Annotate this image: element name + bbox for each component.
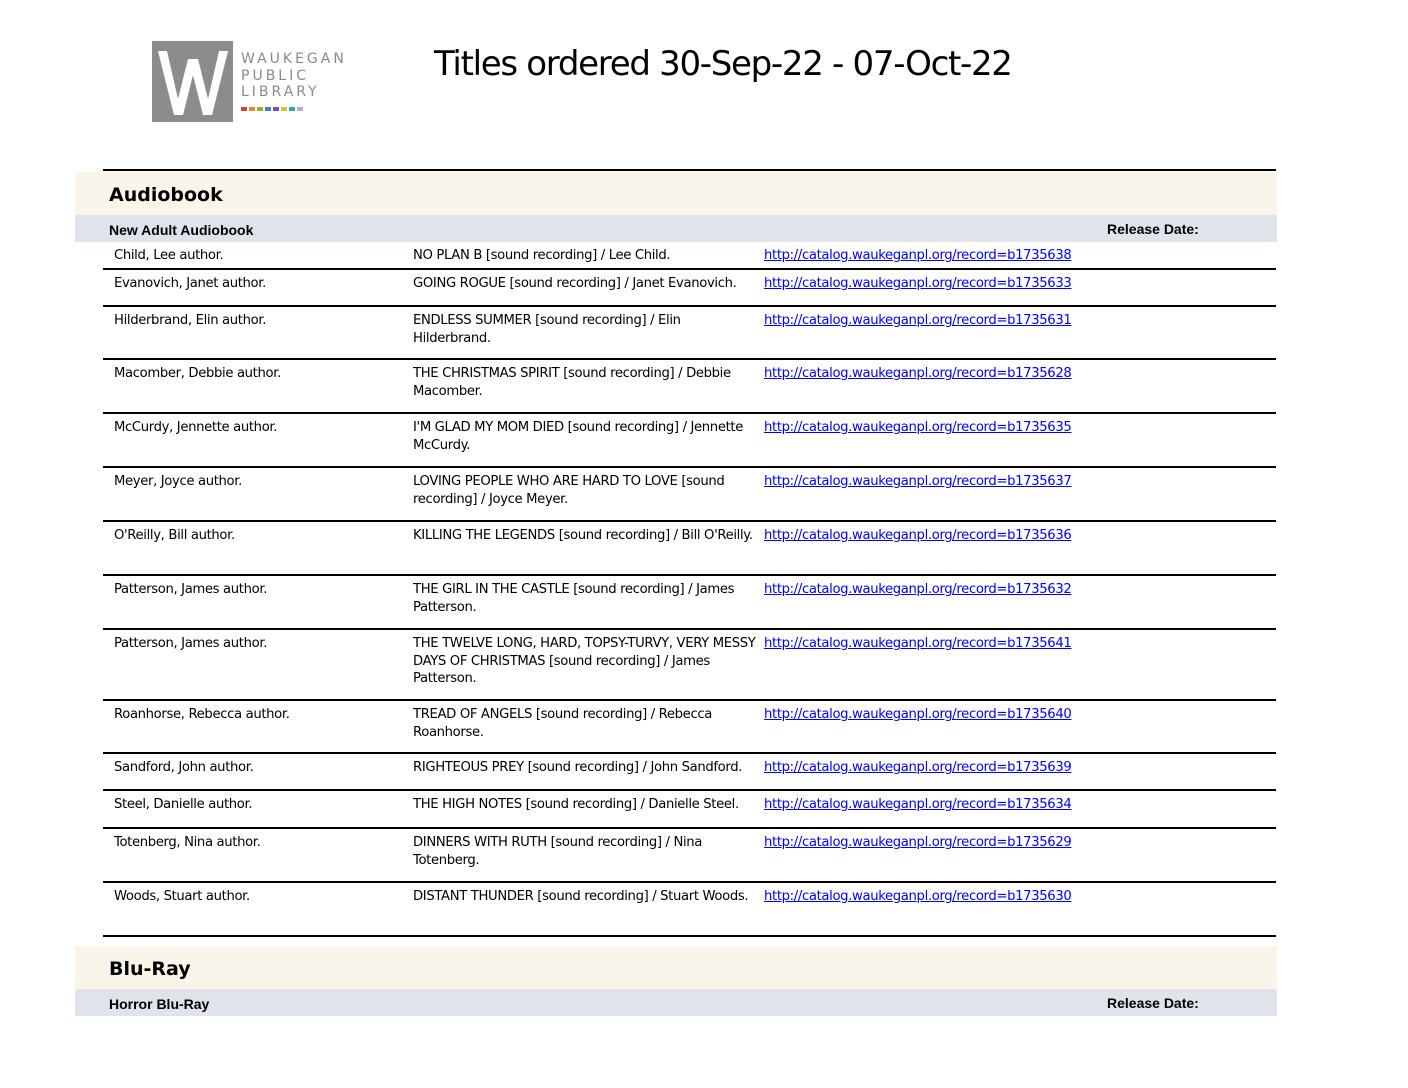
- logo-dot: [297, 107, 303, 111]
- author-cell: Hilderbrand, Elin author.: [114, 313, 267, 328]
- title-cell: KILLING THE LEGENDS [sound recording] / Bill O'Reilly.: [413, 528, 753, 543]
- logo-dot: [249, 107, 255, 111]
- table-row: [103, 270, 1276, 307]
- catalog-link[interactable]: http://catalog.waukeganpl.org/record=b1735630: [764, 889, 1072, 904]
- catalog-link[interactable]: http://catalog.waukeganpl.org/record=b1735637: [764, 474, 1072, 489]
- logo-dot: [281, 107, 287, 111]
- catalog-link[interactable]: http://catalog.waukeganpl.org/record=b1735641: [764, 636, 1072, 651]
- title-cell: I'M GLAD MY MOM DIED [sound recording] / Jennette McCurdy.: [413, 420, 743, 453]
- logo-w-mark: [152, 41, 233, 122]
- title-cell: THE HIGH NOTES [sound recording] / Danielle Steel.: [413, 797, 739, 812]
- table-row: [103, 791, 1276, 829]
- title-cell: LOVING PEOPLE WHO ARE HARD TO LOVE [sound recording] / Joyce Meyer.: [413, 474, 725, 507]
- release-date-label: Release Date:: [1107, 221, 1199, 237]
- author-cell: Sandford, John author.: [114, 760, 254, 775]
- title-cell: GOING ROGUE [sound recording] / Janet Evanovich.: [413, 276, 737, 291]
- title-cell: NO PLAN B [sound recording] / Lee Child.: [413, 248, 671, 263]
- catalog-link[interactable]: http://catalog.waukeganpl.org/record=b1735636: [764, 528, 1072, 543]
- table-row: [103, 522, 1276, 576]
- author-cell: Patterson, James author.: [114, 636, 268, 651]
- catalog-link[interactable]: http://catalog.waukeganpl.org/record=b1735638: [764, 248, 1072, 263]
- table-row: [103, 468, 1276, 522]
- subsection-header: [75, 989, 1277, 1016]
- section-title: Audiobook: [109, 184, 223, 206]
- table-row: [103, 701, 1276, 754]
- author-cell: McCurdy, Jennette author.: [114, 420, 278, 435]
- release-date-label: Release Date:: [1107, 995, 1199, 1011]
- author-cell: Totenberg, Nina author.: [114, 835, 261, 850]
- title-cell: THE GIRL IN THE CASTLE [sound recording] / James Patterson.: [413, 582, 735, 615]
- table-row: [103, 883, 1276, 937]
- author-cell: Child, Lee author.: [114, 248, 224, 263]
- author-cell: Steel, Danielle author.: [114, 797, 253, 812]
- top-divider: [103, 169, 1276, 171]
- logo-line-1: WAUKEGAN: [241, 51, 347, 67]
- logo-dot: [289, 107, 295, 111]
- logo-dot: [241, 107, 247, 111]
- section-title: Blu-Ray: [109, 958, 191, 980]
- table-row: [103, 360, 1276, 414]
- title-cell: THE CHRISTMAS SPIRIT [sound recording] / Debbie Macomber.: [413, 366, 731, 399]
- catalog-link[interactable]: http://catalog.waukeganpl.org/record=b1735634: [764, 797, 1072, 812]
- logo-dot: [257, 107, 263, 111]
- catalog-link[interactable]: http://catalog.waukeganpl.org/record=b1735632: [764, 582, 1072, 597]
- author-cell: Patterson, James author.: [114, 582, 268, 597]
- logo-color-dots: [241, 107, 303, 113]
- title-cell: TREAD OF ANGELS [sound recording] / Rebecca Roanhorse.: [413, 707, 712, 740]
- title-cell: ENDLESS SUMMER [sound recording] / Elin Hilderbrand.: [413, 313, 681, 346]
- author-cell: Roanhorse, Rebecca author.: [114, 707, 290, 722]
- table-row: [103, 307, 1276, 360]
- logo-dot: [265, 107, 271, 111]
- logo-dot: [273, 107, 279, 111]
- table-row: [103, 242, 1276, 270]
- page-title: Titles ordered 30-Sep-22 - 07-Oct-22: [434, 44, 1012, 84]
- author-cell: O'Reilly, Bill author.: [114, 528, 235, 543]
- table-row: [103, 630, 1276, 701]
- catalog-link[interactable]: http://catalog.waukeganpl.org/record=b1735628: [764, 366, 1072, 381]
- logo-line-2: PUBLIC: [241, 67, 309, 84]
- section-header: [75, 946, 1277, 989]
- title-cell: DINNERS WITH RUTH [sound recording] / Nina Totenberg.: [413, 835, 703, 868]
- author-cell: Macomber, Debbie author.: [114, 366, 281, 381]
- subsection-title: Horror Blu-Ray: [109, 996, 210, 1012]
- catalog-link[interactable]: http://catalog.waukeganpl.org/record=b1735640: [764, 707, 1072, 722]
- title-cell: RIGHTEOUS PREY [sound recording] / John Sandford.: [413, 760, 743, 775]
- title-cell: DISTANT THUNDER [sound recording] / Stuart Woods.: [413, 889, 749, 904]
- logo-line-3: LIBRARY: [241, 84, 320, 100]
- author-cell: Meyer, Joyce author.: [114, 474, 242, 489]
- table-row: [103, 754, 1276, 791]
- logo-wordmark: [241, 51, 347, 101]
- table-row: [103, 414, 1276, 468]
- table-row: [103, 576, 1276, 630]
- author-cell: Evanovich, Janet author.: [114, 276, 266, 291]
- catalog-link[interactable]: http://catalog.waukeganpl.org/record=b1735631: [764, 313, 1072, 328]
- catalog-link[interactable]: http://catalog.waukeganpl.org/record=b1735633: [764, 276, 1072, 291]
- catalog-link[interactable]: http://catalog.waukeganpl.org/record=b1735635: [764, 420, 1072, 435]
- library-logo: [152, 41, 357, 123]
- catalog-link[interactable]: http://catalog.waukeganpl.org/record=b1735629: [764, 835, 1072, 850]
- section-header: [75, 172, 1277, 215]
- author-cell: Woods, Stuart author.: [114, 889, 250, 904]
- table-row: [103, 829, 1276, 883]
- title-cell: THE TWELVE LONG, HARD, TOPSY-TURVY, VERY MESSY DAYS OF CHRISTMAS [sound recording] / James Patterson.: [413, 636, 756, 686]
- catalog-link[interactable]: http://catalog.waukeganpl.org/record=b1735639: [764, 760, 1072, 775]
- subsection-header: [75, 215, 1277, 242]
- subsection-title: New Adult Audiobook: [109, 222, 254, 238]
